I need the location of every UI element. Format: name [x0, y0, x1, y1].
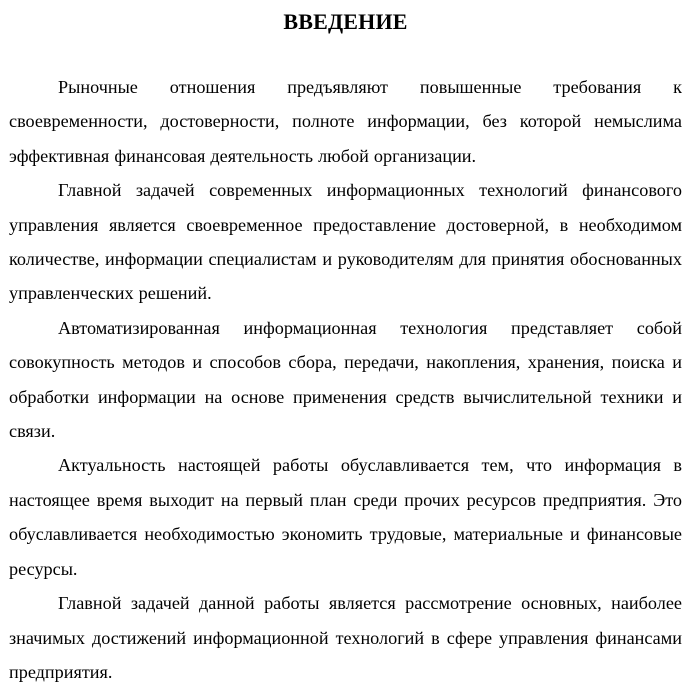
title-spacer — [9, 45, 682, 70]
paragraph-3: Автоматизированная информационная технология представляет собой совокупность методов и способов сбора, передачи, накопления, хранения, поиска и обработки информации на основе применения средств вычислительной техники и связи. — [9, 317, 682, 442]
page-title: ВВЕДЕНИЕ — [283, 9, 408, 34]
paragraph-1: Рыночные отношения предъявляют повышенные требования к своевременности, достоверности, полноте информации, без которой немыслима эффективная финансовая деятельность любой организации. — [9, 77, 682, 166]
paragraph-4: Актуальность настоящей работы обуславливается тем, что информация в настоящее время выходит на первый план среди прочих ресурсов предприятия. Это обуславливается необходимостью экономить трудовые, материальные и финансовые ресурсы. — [9, 455, 682, 579]
paragraph-5: Главной задачей данной работы является рассмотрение основных, наиболее значимых достижений информационной технологий в сфере управления финансами предприятия. — [9, 593, 682, 682]
paragraph-2: Главной задачей современных информационных технологий финансового управления является своевременное предоставление достоверной, в необходимом количестве, информации специалистам и руководителям для принятия обоснованных управленческих решений. — [9, 180, 682, 304]
